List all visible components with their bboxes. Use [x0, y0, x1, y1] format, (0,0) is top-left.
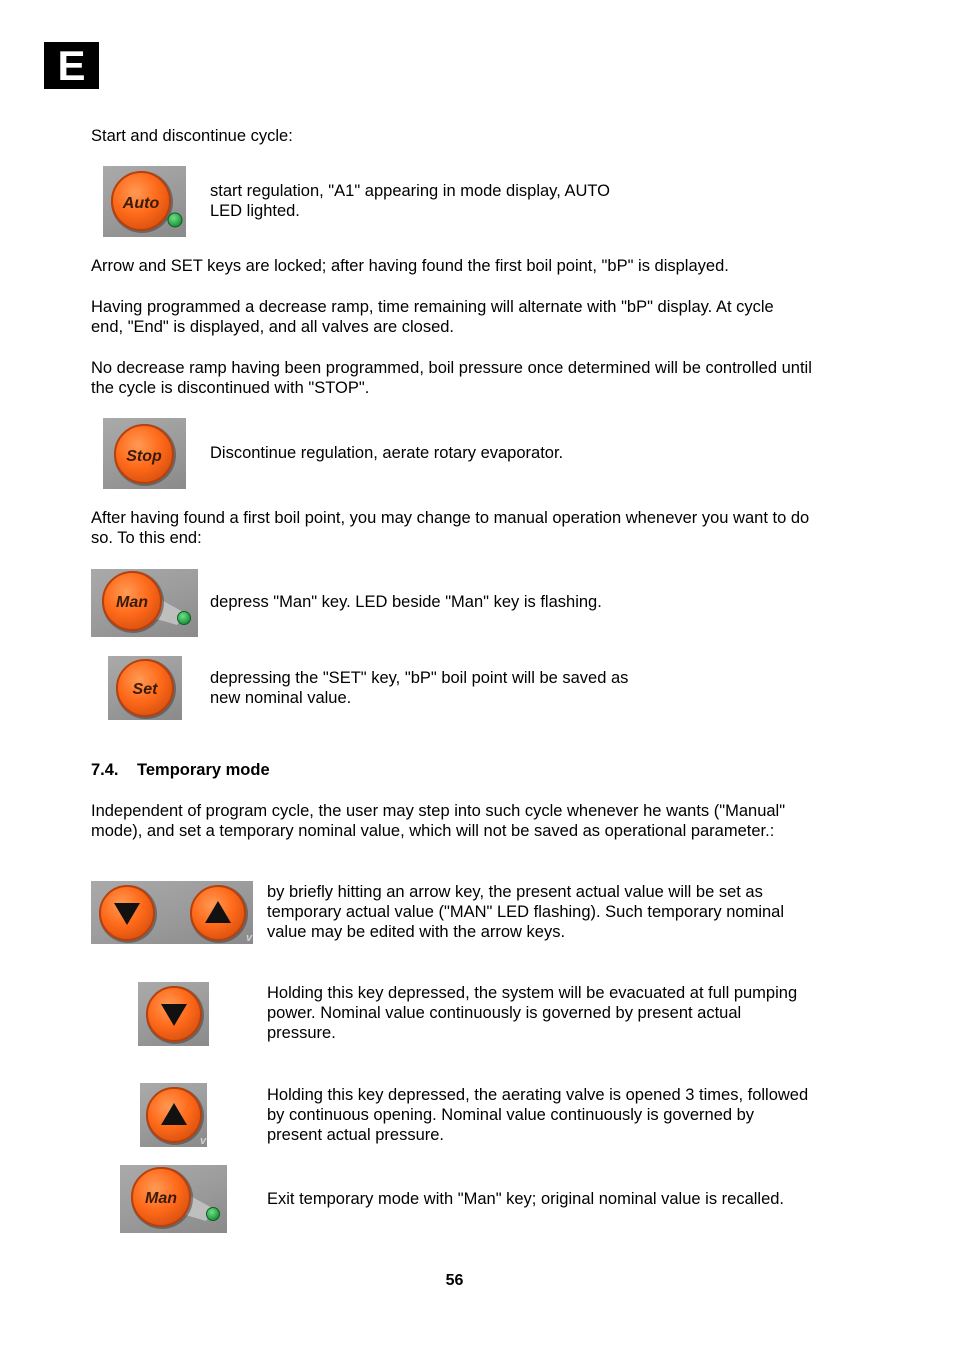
set-key-description: depressing the "SET" key, "bP" boil point will be saved as new nominal value. — [210, 669, 629, 707]
set-key-image — [108, 656, 182, 720]
auto-key-label: Auto — [122, 195, 160, 212]
section-title: Temporary mode — [137, 761, 270, 779]
man-key-description-2: Exit temporary mode with "Man" key; original nominal value is recalled. — [267, 1190, 785, 1208]
auto-key-image — [103, 166, 186, 237]
set-key-label: Set — [132, 681, 158, 698]
stop-key-description: Discontinue regulation, aerate rotary evaporator. — [210, 444, 564, 462]
man-key-label: Man — [116, 594, 148, 611]
section-heading — [91, 760, 270, 780]
paragraph-3: No decrease ramp having been programmed, boil pressure once determined will be controlled until the cycle is discontinued with "STOP". — [91, 359, 812, 397]
page-number: 56 — [445, 1272, 464, 1289]
paragraph-4: After having found a first boil point, you may change to manual operation whenever you want to do so. To this end: — [91, 509, 810, 547]
arrow-keys-image — [91, 881, 253, 944]
man-led-icon — [178, 612, 191, 625]
intro-text: Start and discontinue cycle: — [91, 127, 293, 145]
auto-led-icon — [168, 213, 182, 227]
down-key-description: Holding this key depressed, the system will be evacuated at full pumping power. Nominal value continuously is governed by present actual pressure. — [267, 984, 798, 1042]
stop-key-label: Stop — [126, 448, 162, 465]
section-number: 7.4. — [91, 761, 119, 779]
stop-key-image — [103, 418, 186, 489]
up-key-image — [140, 1083, 207, 1147]
man-key-image — [91, 569, 198, 637]
paragraph-5: Independent of program cycle, the user may step into such cycle whenever he wants ("Manual" mode), and set a temporary nominal value, which will not be saved as operational parameter.: — [91, 802, 786, 840]
man-key-label-2: Man — [145, 1190, 177, 1207]
man-led-icon-2 — [207, 1208, 220, 1221]
arrow-keys-description: by briefly hitting an arrow key, the present actual value will be set as temporary actual value ("MAN" LED flashing). Such temporary nominal value may be edited with the arrow keys. — [267, 883, 785, 941]
language-badge: E — [44, 42, 99, 89]
svg-text:v: v — [200, 1135, 207, 1147]
down-key-image — [138, 982, 209, 1046]
svg-text:v: v — [246, 932, 253, 944]
paragraph-2: Having programmed a decrease ramp, time remaining will alternate with "bP" display. At cycle end, "End" is displayed, and all valves are closed. — [91, 298, 774, 336]
paragraph-1: Arrow and SET keys are locked; after having found the first boil point, "bP" is displayed. — [91, 257, 729, 275]
up-key-description: Holding this key depressed, the aerating valve is opened 3 times, followed by continuous opening. Nominal value continuously is governed by present actual pressure. — [267, 1086, 809, 1144]
auto-key-description: start regulation, "A1" appearing in mode display, AUTO LED lighted. — [210, 182, 610, 220]
man-key-image-2 — [120, 1165, 227, 1233]
man-key-description: depress "Man" key. LED beside "Man" key is flashing. — [210, 593, 602, 611]
